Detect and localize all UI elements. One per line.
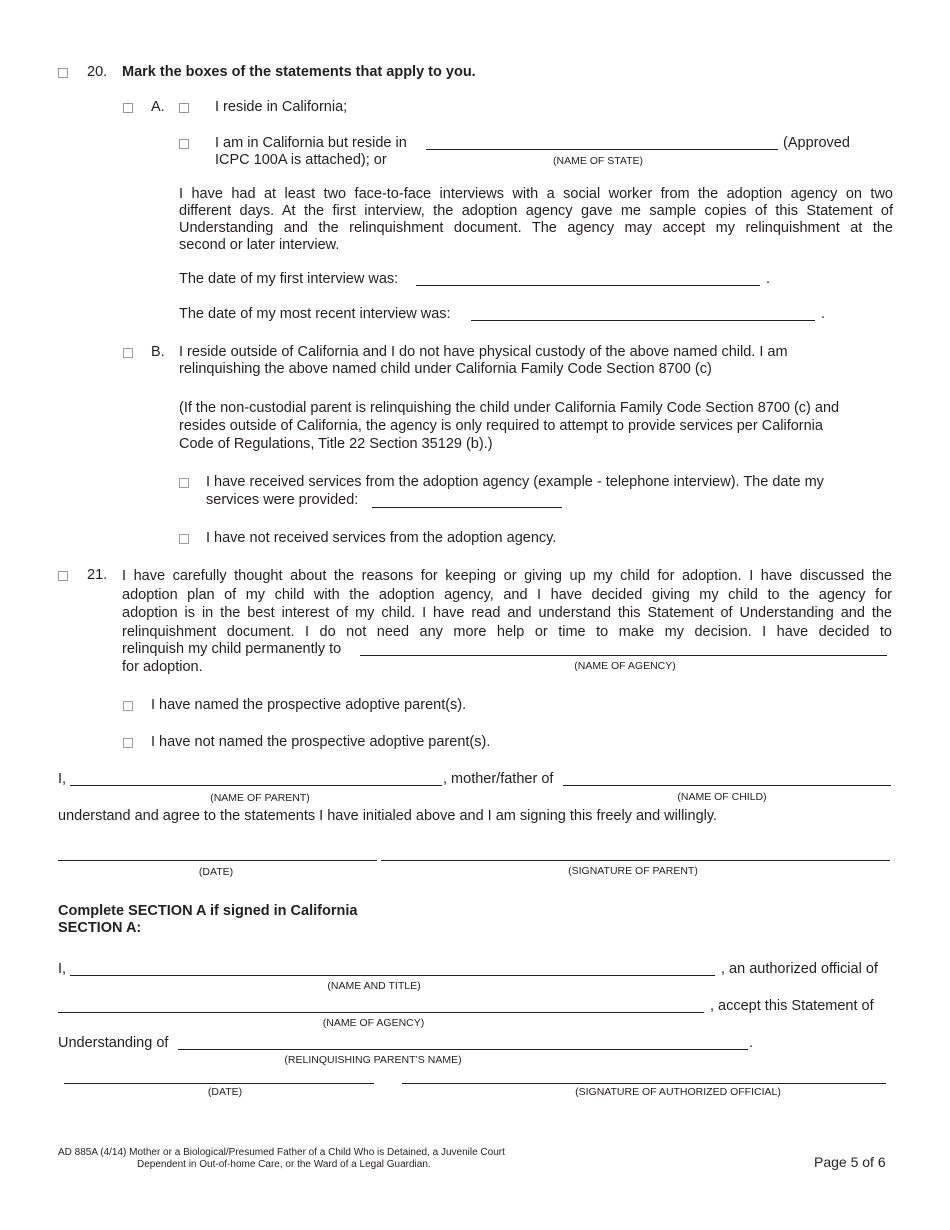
b-line-1: I reside outside of California and I do not have physical custody of the above named child. I am (179, 344, 788, 360)
services-not-received-checkbox[interactable] (179, 534, 189, 544)
b-note-line: (If the non-custodial parent is relinquishing the child under California Family Code Section 8700 (c) and (179, 400, 840, 416)
agency-field[interactable] (360, 655, 887, 656)
parent-name-caption: (NAME OF PARENT) (210, 792, 310, 804)
page-number: Page 5 of 6 (814, 1154, 886, 1170)
item-21-number: 21. (87, 567, 108, 583)
not-named-parents-text: I have not named the prospective adoptive parent(s). (151, 734, 491, 750)
official-name-title-field[interactable] (70, 975, 715, 976)
item-20b-checkbox[interactable] (123, 348, 133, 358)
interview-line: Understanding and the relinquishment document. The agency may accept my relinquishment at the (179, 220, 893, 236)
state-caption: (NAME OF STATE) (552, 155, 644, 167)
official-i-label: I, (58, 961, 67, 977)
item-21-checkbox[interactable] (58, 571, 68, 581)
b-line-2: relinquishing the above named child under California Family Code Section 8700 (c) (179, 361, 712, 377)
accept-statement-text: , accept this Statement of (710, 998, 874, 1014)
item-20a-label: A. (151, 99, 165, 115)
relinquish-to-label: relinquish my child permanently to (122, 641, 342, 657)
child-name-field[interactable] (563, 785, 891, 786)
parent-name-field[interactable] (70, 785, 442, 786)
item-21-line: relinquishment document. I do not need any more help or time to make my decision. I have decided to (122, 623, 892, 640)
official-date-field[interactable] (64, 1083, 374, 1084)
reside-ca-checkbox[interactable] (179, 103, 189, 113)
agency-caption: (NAME OF AGENCY) (574, 660, 676, 672)
approved-text: (Approved (783, 135, 850, 151)
parent-date-field[interactable] (58, 860, 377, 861)
official-agency-caption: (NAME OF AGENCY) (322, 1017, 425, 1029)
named-parents-text: I have named the prospective adoptive parent(s). (151, 697, 467, 713)
icpc-text: ICPC 100A is attached); or (215, 152, 387, 168)
section-a-title: SECTION A: (58, 920, 142, 936)
understanding-period: . (749, 1035, 754, 1051)
recent-interview-period: . (821, 306, 826, 322)
reside-other-checkbox[interactable] (179, 139, 189, 149)
parent-signature-field[interactable] (381, 860, 890, 861)
item-20-number: 20. (87, 64, 108, 80)
item-20-checkbox[interactable] (58, 68, 68, 78)
interview-line: second or later interview. (179, 237, 340, 253)
item-21-line: I have carefully thought about the reasons for keeping or giving up my child for adoption. I have discussed the (122, 568, 892, 584)
mother-father-label: , mother/father of (443, 771, 554, 787)
for-adoption-text: for adoption. (122, 659, 203, 675)
recent-interview-field[interactable] (471, 320, 815, 321)
official-date-caption: (DATE) (207, 1086, 243, 1098)
named-parents-checkbox[interactable] (123, 701, 133, 711)
item-21-line: adoption is in the best interest of my child. I have read and understand this Statement of Understanding and the (122, 605, 892, 621)
i-label: I, (58, 771, 67, 787)
parent-date-caption: (DATE) (198, 866, 234, 878)
relinquishing-parent-caption: (RELINQUISHING PARENT’S NAME) (284, 1054, 462, 1066)
services-received-line-1: I have received services from the adoption agency (example - telephone interview). The date my (206, 474, 824, 490)
state-field[interactable] (426, 149, 778, 150)
item-21-paragraph (122, 567, 892, 641)
item-20a-checkbox[interactable] (123, 103, 133, 113)
first-interview-field[interactable] (416, 285, 760, 286)
first-interview-period: . (766, 271, 771, 287)
form-id-line-1: AD 885A (4/14) Mother or a Biological/Presumed Father of a Child Who is Detained, a Juvenile Court (58, 1147, 505, 1158)
official-agency-field[interactable] (58, 1012, 704, 1013)
official-signature-field[interactable] (402, 1083, 886, 1084)
reside-ca-text: I reside in California; (215, 99, 348, 115)
item-20b-label: B. (151, 344, 165, 360)
b-note-line: Code of Regulations, Title 22 Section 35129 (b).) (179, 436, 493, 452)
form-id-line-2: Dependent in Out-of-home Care, or the Ward of a Legal Guardian. (137, 1159, 431, 1170)
first-interview-label: The date of my first interview was: (179, 271, 399, 287)
interview-paragraph (179, 186, 893, 254)
agree-statement: understand and agree to the statements I have initialed above and I am signing this freely and willingly. (58, 808, 718, 824)
reside-other-text: I am in California but reside in (215, 135, 407, 151)
relinquishing-parent-field[interactable] (178, 1049, 748, 1050)
recent-interview-label: The date of my most recent interview was: (179, 306, 451, 322)
name-title-caption: (NAME AND TITLE) (327, 980, 421, 992)
section-a-instruction: Complete SECTION A if signed in California (58, 903, 358, 919)
child-name-caption: (NAME OF CHILD) (677, 791, 767, 803)
item-21-line: adoption plan of my child with the adoption agency, and I have decided giving my child to the agency for (122, 586, 892, 603)
services-received-line-2: services were provided: (206, 492, 359, 508)
not-named-parents-checkbox[interactable] (123, 738, 133, 748)
services-not-received-text: I have not received services from the adoption agency. (206, 530, 557, 546)
official-signature-caption: (SIGNATURE OF AUTHORIZED OFFICIAL) (575, 1086, 781, 1098)
services-received-checkbox[interactable] (179, 478, 189, 488)
interview-line: different days. At the first interview, the adoption agency gave me sample copies of this Statement of (179, 203, 893, 219)
parent-signature-caption: (SIGNATURE OF PARENT) (568, 865, 698, 877)
b-note-line: resides outside of California, the agency is only required to attempt to provide services per California (179, 418, 823, 434)
services-date-field[interactable] (372, 507, 562, 508)
understanding-of-label: Understanding of (58, 1035, 169, 1051)
authorized-official-text: , an authorized official of (721, 961, 878, 977)
interview-line: I have had at least two face-to-face interviews with a social worker from the adoption agency on two (179, 186, 893, 202)
item-20-heading: Mark the boxes of the statements that apply to you. (122, 64, 476, 80)
